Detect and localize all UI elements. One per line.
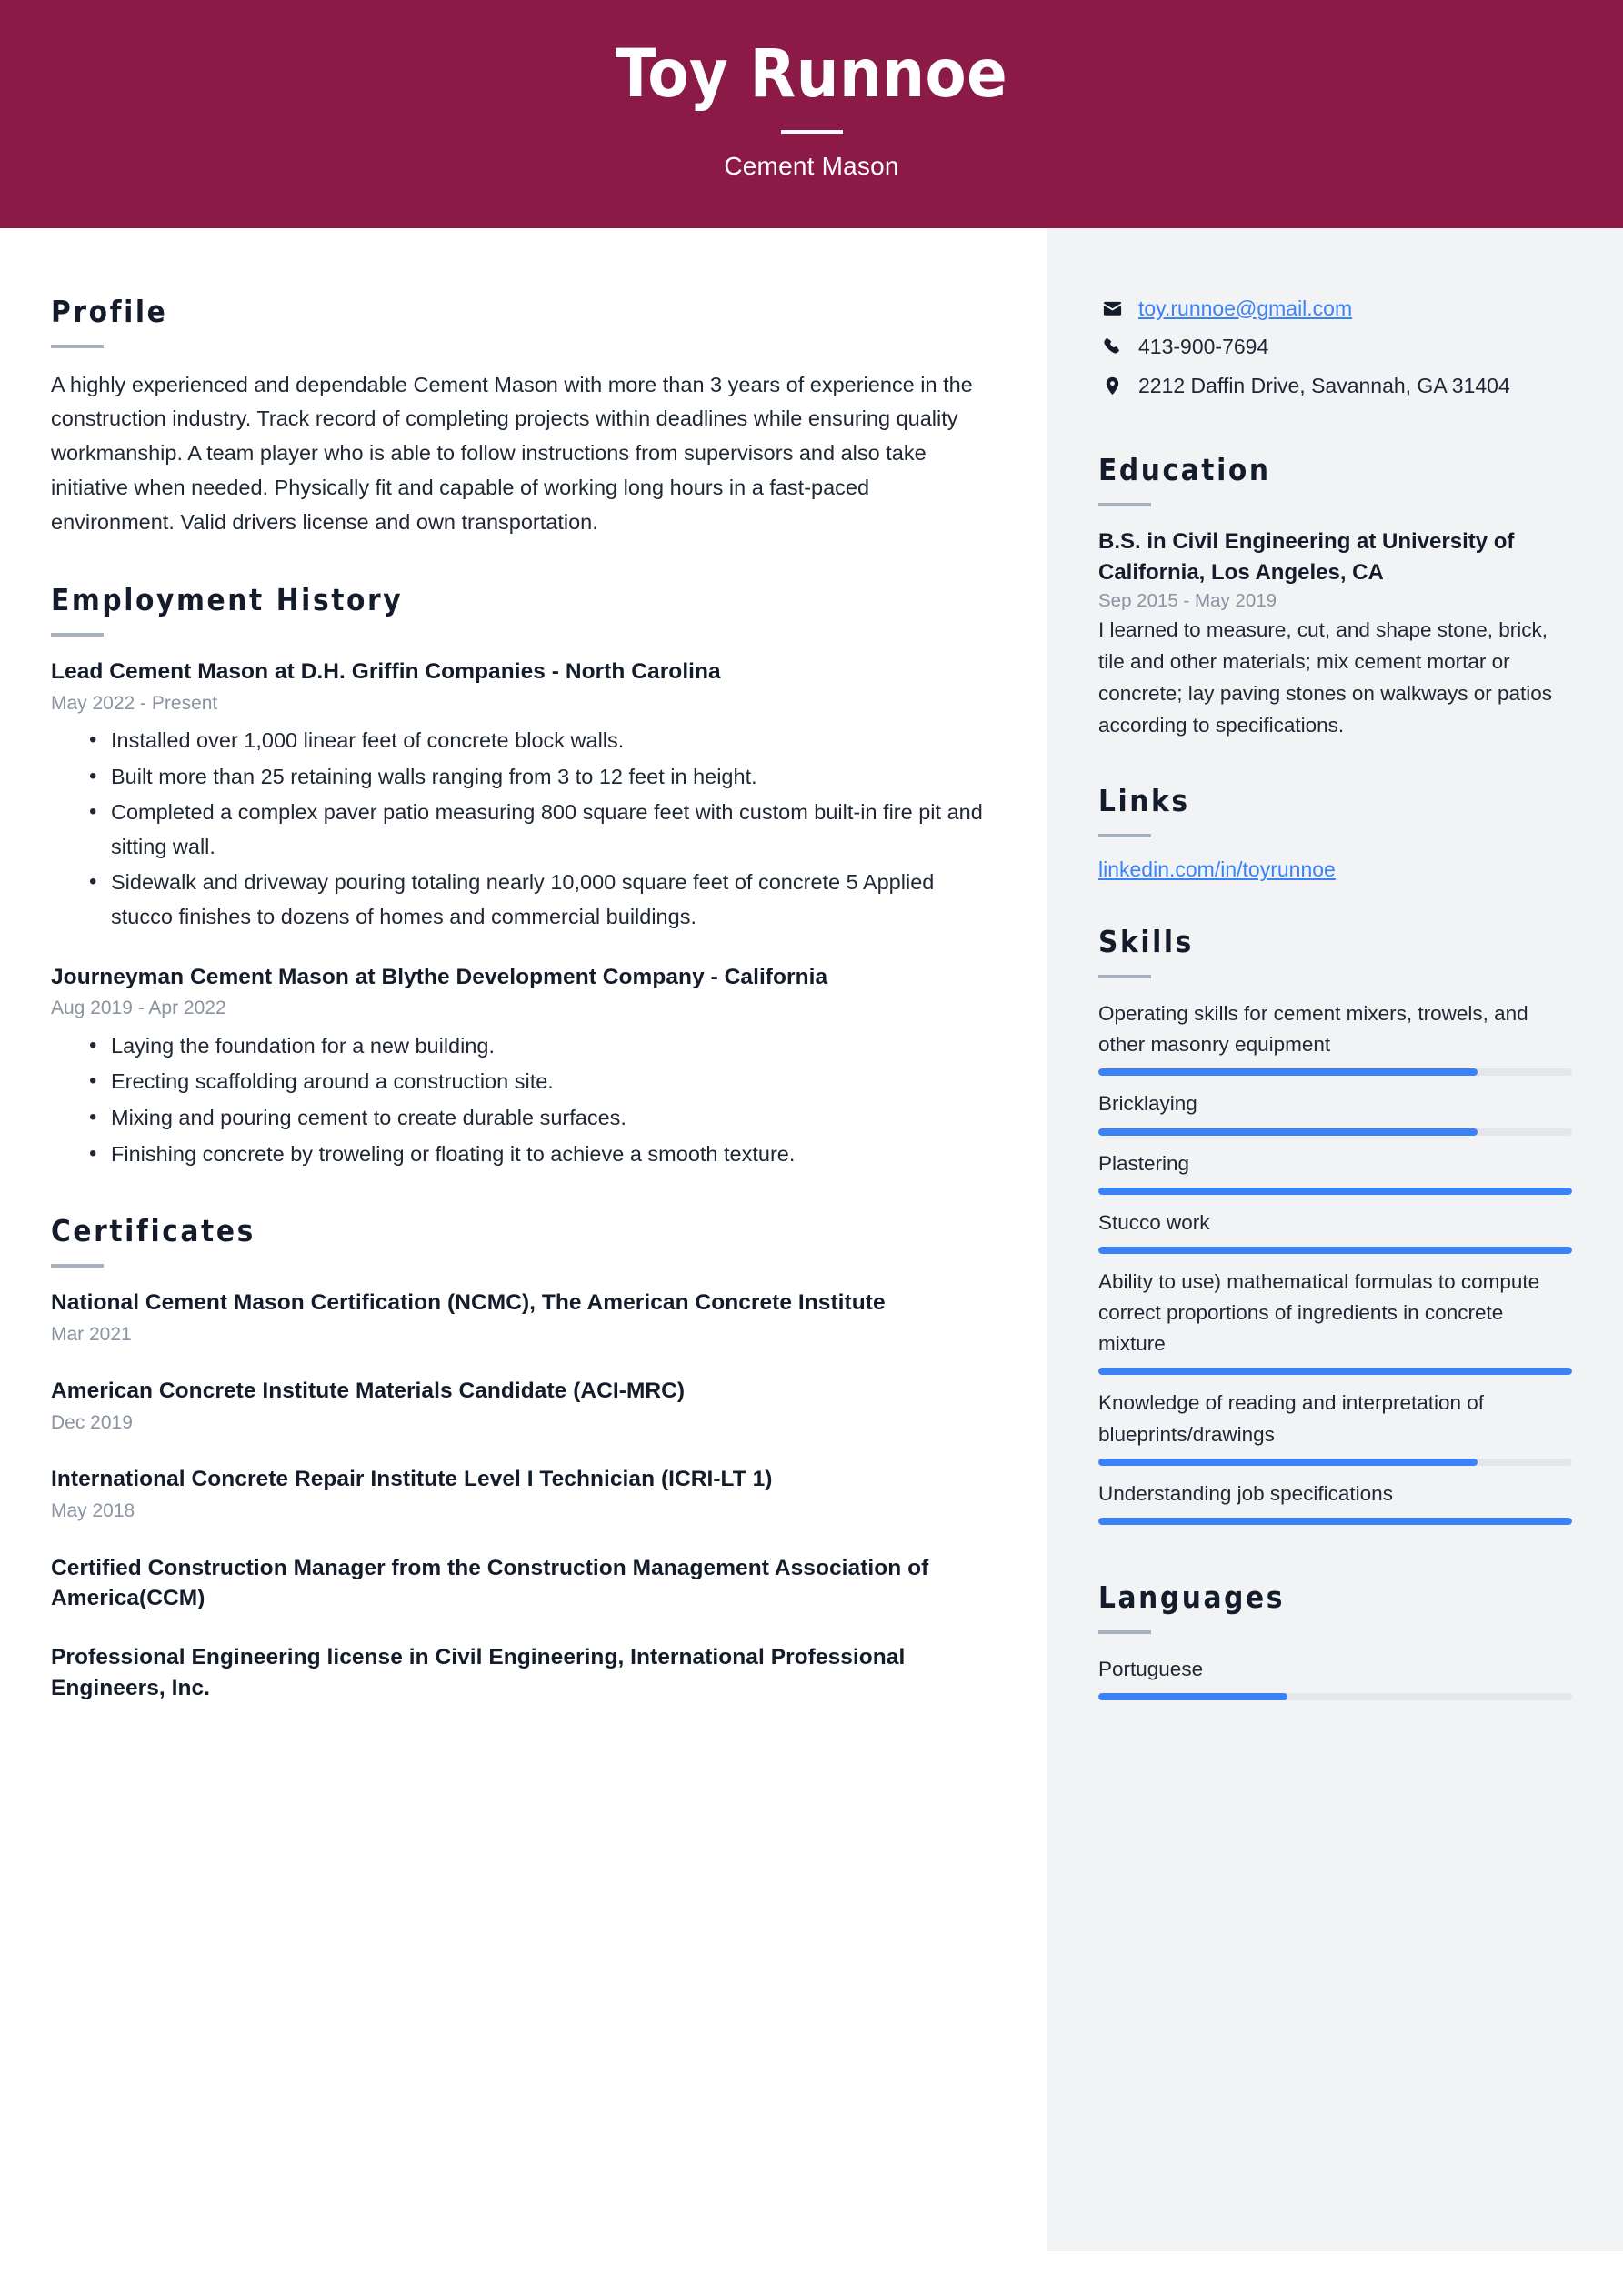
- section-heading-employment: Employment History: [51, 581, 404, 617]
- sidebar-column: [1047, 228, 1623, 2251]
- skill-item: [1098, 1148, 1572, 1195]
- skill-item: [1098, 998, 1572, 1076]
- list-item: • Sidewalk and driveway pouring totaling nearly 10,000 square feet of concrete 5 Applied stucco finishes to dozens of homes and commercial buildings.: [87, 866, 997, 934]
- section-divider: [1098, 503, 1151, 506]
- employment-entry: [51, 657, 997, 935]
- skill-progress-track: [1098, 1518, 1572, 1525]
- resume-header: [0, 0, 1623, 228]
- skill-progress-track: [1098, 1068, 1572, 1076]
- skill-progress-track: [1098, 1128, 1572, 1136]
- skill-progress-track: [1098, 1459, 1572, 1466]
- skill-label: Operating skills for cement mixers, trowels, and other masonry equipment: [1098, 1001, 1528, 1057]
- main-column: [0, 228, 1047, 2251]
- link-item-linkedin[interactable]: linkedin.com/in/toyrunnoe: [1098, 857, 1336, 881]
- certificate-entry: [51, 1376, 997, 1436]
- list-item: • Mixing and pouring cement to create durable surfaces.: [87, 1101, 997, 1136]
- skill-label: Stucco work: [1098, 1210, 1210, 1234]
- header-job-title: Cement Mason: [724, 151, 899, 180]
- contact-details: [1098, 294, 1572, 402]
- certificate-title: International Concrete Repair Institute Level I Technician (ICRI-LT 1): [51, 1467, 773, 1492]
- list-item: • Completed a complex paver patio measuring 800 square feet with custom built-in fire pit and sitting wall.: [87, 796, 997, 864]
- section-heading-languages: Languages: [1098, 1579, 1285, 1615]
- employment-entry-bullets: [87, 1029, 997, 1171]
- skill-item: [1098, 1388, 1572, 1465]
- skill-progress-fill: [1098, 1247, 1572, 1254]
- employment-entry-bullets: [87, 724, 997, 935]
- contact-address-value: 2212 Daffin Drive, Savannah, GA 31404: [1138, 373, 1510, 397]
- certificate-title: Certified Construction Manager from the Construction Management Association of America(CCM): [51, 1555, 929, 1611]
- skill-label: Understanding job specifications: [1098, 1481, 1393, 1505]
- contact-phone-value: 413-900-7694: [1138, 335, 1269, 359]
- skill-progress-fill: [1098, 1068, 1478, 1076]
- certificate-title: American Concrete Institute Materials Candidate (ACI-MRC): [51, 1379, 686, 1404]
- list-item: • Erecting scaffolding around a construction site.: [87, 1065, 997, 1099]
- employment-entry-title: Journeyman Cement Mason at Blythe Development Company - California: [51, 964, 828, 989]
- language-item: [1098, 1654, 1572, 1700]
- skill-progress-track: [1098, 1247, 1572, 1254]
- language-progress-track: [1098, 1693, 1572, 1700]
- section-divider: [1098, 975, 1151, 978]
- skill-label: Bricklaying: [1098, 1092, 1197, 1116]
- certificate-entry: [51, 1464, 997, 1524]
- certificate-entry: [51, 1288, 997, 1348]
- certificate-date: May 2018: [51, 1500, 135, 1522]
- section-heading-skills: Skills: [1098, 923, 1194, 959]
- resume-body: [0, 228, 1623, 2251]
- certificate-title: Professional Engineering license in Civil Engineering, International Professional Engineers, Inc.: [51, 1645, 906, 1701]
- list-item: • Finishing concrete by troweling or floating it to achieve a smooth texture.: [87, 1138, 997, 1172]
- employment-entry-title: Lead Cement Mason at D.H. Griffin Companies - North Carolina: [51, 658, 721, 684]
- profile-text: A highly experienced and dependable Cement Mason with more than 3 years of experience in the construction industry. Track record of completing projects within deadlines while ensuring quality workmanship. A team player who is able to follow instructions from supervisors and also take initiative when needed. Physically fit and capable of working long hours in a fast-paced environment. Valid drivers license and own transportation.: [51, 372, 973, 534]
- list-item: • Laying the foundation for a new building.: [87, 1029, 997, 1064]
- contact-address-row: [1098, 371, 1572, 402]
- section-links: [1098, 783, 1572, 882]
- phone-icon: [1098, 332, 1126, 357]
- section-heading-profile: Profile: [51, 293, 168, 329]
- section-divider: [1098, 834, 1151, 837]
- header-divider: [781, 130, 843, 134]
- section-languages: [1098, 1579, 1572, 1700]
- section-divider: [51, 1264, 104, 1268]
- section-education: [1098, 452, 1572, 741]
- skill-progress-track: [1098, 1188, 1572, 1195]
- map-pin-icon: [1098, 371, 1126, 396]
- skill-label: Knowledge of reading and interpretation of blueprints/drawings: [1098, 1391, 1485, 1446]
- skill-item: [1098, 1479, 1572, 1525]
- employment-entry-date: Aug 2019 - Apr 2022: [51, 998, 226, 1019]
- contact-email-link[interactable]: toy.runnoe@gmail.com: [1138, 296, 1353, 320]
- language-progress-fill: [1098, 1693, 1287, 1700]
- skill-progress-fill: [1098, 1518, 1572, 1525]
- envelope-icon: [1098, 294, 1126, 319]
- skill-progress-fill: [1098, 1459, 1478, 1466]
- section-divider: [51, 345, 104, 348]
- skill-item: [1098, 1088, 1572, 1135]
- list-item: • Installed over 1,000 linear feet of concrete block walls.: [87, 724, 997, 758]
- section-skills: [1098, 924, 1572, 1525]
- certificate-entry: [51, 1642, 997, 1704]
- skill-progress-track: [1098, 1368, 1572, 1375]
- page-title: Toy Runnoe: [615, 35, 1008, 113]
- certificate-entry: [51, 1553, 997, 1615]
- section-heading-certificates: Certificates: [51, 1213, 255, 1249]
- contact-email-row: [1098, 294, 1572, 325]
- certificate-date: Mar 2021: [51, 1323, 132, 1345]
- education-entry-description: I learned to measure, cut, and shape stone, brick, tile and other materials; mix cement mortar or concrete; lay paving stones on walkways or patios according to specifications.: [1098, 617, 1553, 737]
- skill-progress-fill: [1098, 1128, 1478, 1136]
- language-label: Portuguese: [1098, 1658, 1204, 1680]
- education-entry: [1098, 526, 1572, 741]
- skill-label: Plastering: [1098, 1151, 1190, 1175]
- skill-progress-fill: [1098, 1368, 1572, 1375]
- list-item: • Built more than 25 retaining walls ranging from 3 to 12 feet in height.: [87, 760, 997, 795]
- section-heading-education: Education: [1098, 452, 1271, 488]
- certificate-title: National Cement Mason Certification (NCMC), The American Concrete Institute: [51, 1290, 886, 1316]
- section-divider: [51, 633, 104, 637]
- skill-label: Ability to use) mathematical formulas to compute correct proportions of ingredients in concrete mixture: [1098, 1269, 1540, 1356]
- skill-progress-fill: [1098, 1188, 1572, 1195]
- education-entry-date: Sep 2015 - May 2019: [1098, 589, 1277, 611]
- certificate-date: Dec 2019: [51, 1412, 133, 1434]
- section-certificates: [51, 1213, 997, 1704]
- employment-entry-date: May 2022 - Present: [51, 692, 218, 714]
- skill-item: [1098, 1267, 1572, 1376]
- section-employment-history: [51, 582, 997, 1171]
- education-entry-title: B.S. in Civil Engineering at University of California, Los Angeles, CA: [1098, 529, 1515, 585]
- skill-item: [1098, 1208, 1572, 1254]
- section-profile: [51, 294, 997, 540]
- section-heading-links: Links: [1098, 782, 1190, 818]
- employment-entry: [51, 962, 997, 1172]
- contact-phone-row: [1098, 332, 1572, 363]
- section-divider: [1098, 1630, 1151, 1634]
